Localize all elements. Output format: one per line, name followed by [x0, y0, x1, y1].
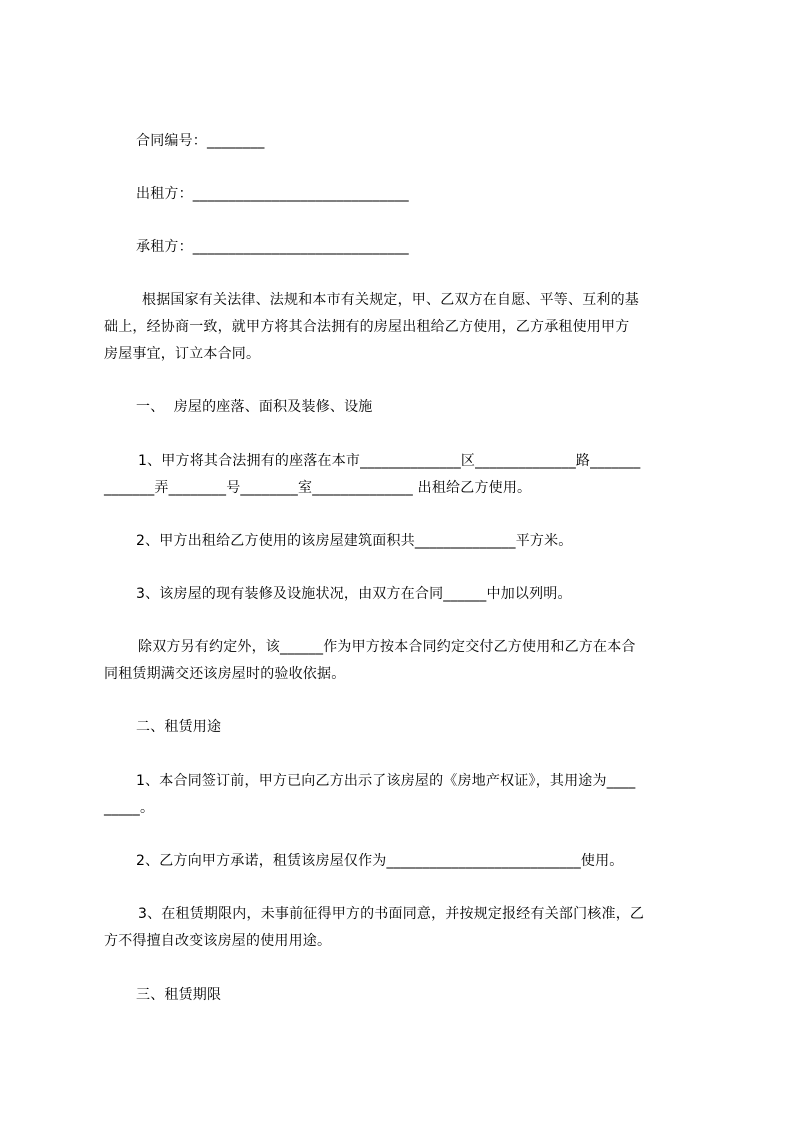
- section-1-item-1-line-1: 1、甲方将其合法拥有的座落在本市______________区______________路_______: [138, 453, 641, 469]
- section-1-item-2: 2、甲方出租给乙方使用的该房屋建筑面积共______________平方米。: [136, 533, 573, 549]
- section-1-item-1-line-2: _______弄________号________室______________ 出租给乙方使用。: [104, 480, 532, 496]
- preamble-line-1: 根据国家有关法律、法规和本市有关规定，甲、乙双方在自愿、平等、互利的基: [142, 292, 639, 308]
- contract-number-field: 合同编号：________: [136, 133, 265, 149]
- section-3-heading: 三、租赁期限: [136, 987, 222, 1003]
- section-1-note-line-1: 除双方另有约定外，该______作为甲方按本合同约定交付乙方使用和乙方在本合: [138, 639, 636, 655]
- section-2-item-3-line-2: 方不得擅自改变该房屋的使用用途。: [104, 933, 332, 949]
- lessee-field: 承租方：______________________________: [136, 239, 409, 255]
- lessor-field: 出租方：______________________________: [136, 186, 409, 202]
- section-2-item-1-line-1: 1、本合同签订前，甲方已向乙方出示了该房屋的《房地产权证》，其用途为____: [136, 773, 636, 789]
- section-2-item-3-line-1: 3、在租赁期限内，未事前征得甲方的书面同意，并按规定报经有关部门核准，乙: [138, 906, 645, 922]
- section-1-item-3: 3、该房屋的现有装修及设施状况，由双方在合同______中加以列明。: [136, 586, 572, 602]
- section-2-item-1-line-2: _____。: [104, 800, 155, 816]
- section-1-heading: 一、 房屋的座落、面积及装修、设施: [136, 399, 373, 415]
- preamble-line-2: 础上，经协商一致，就甲方将其合法拥有的房屋出租给乙方使用，乙方承租使用甲方: [104, 319, 630, 335]
- preamble-line-3: 房屋事宜，订立本合同。: [104, 346, 261, 362]
- section-2-heading: 二、租赁用途: [136, 719, 222, 735]
- section-1-note-line-2: 同租赁期满交还该房屋时的验收依据。: [104, 666, 346, 682]
- section-2-item-2: 2、乙方向甲方承诺，租赁该房屋仅作为___________________________使用。: [136, 853, 624, 869]
